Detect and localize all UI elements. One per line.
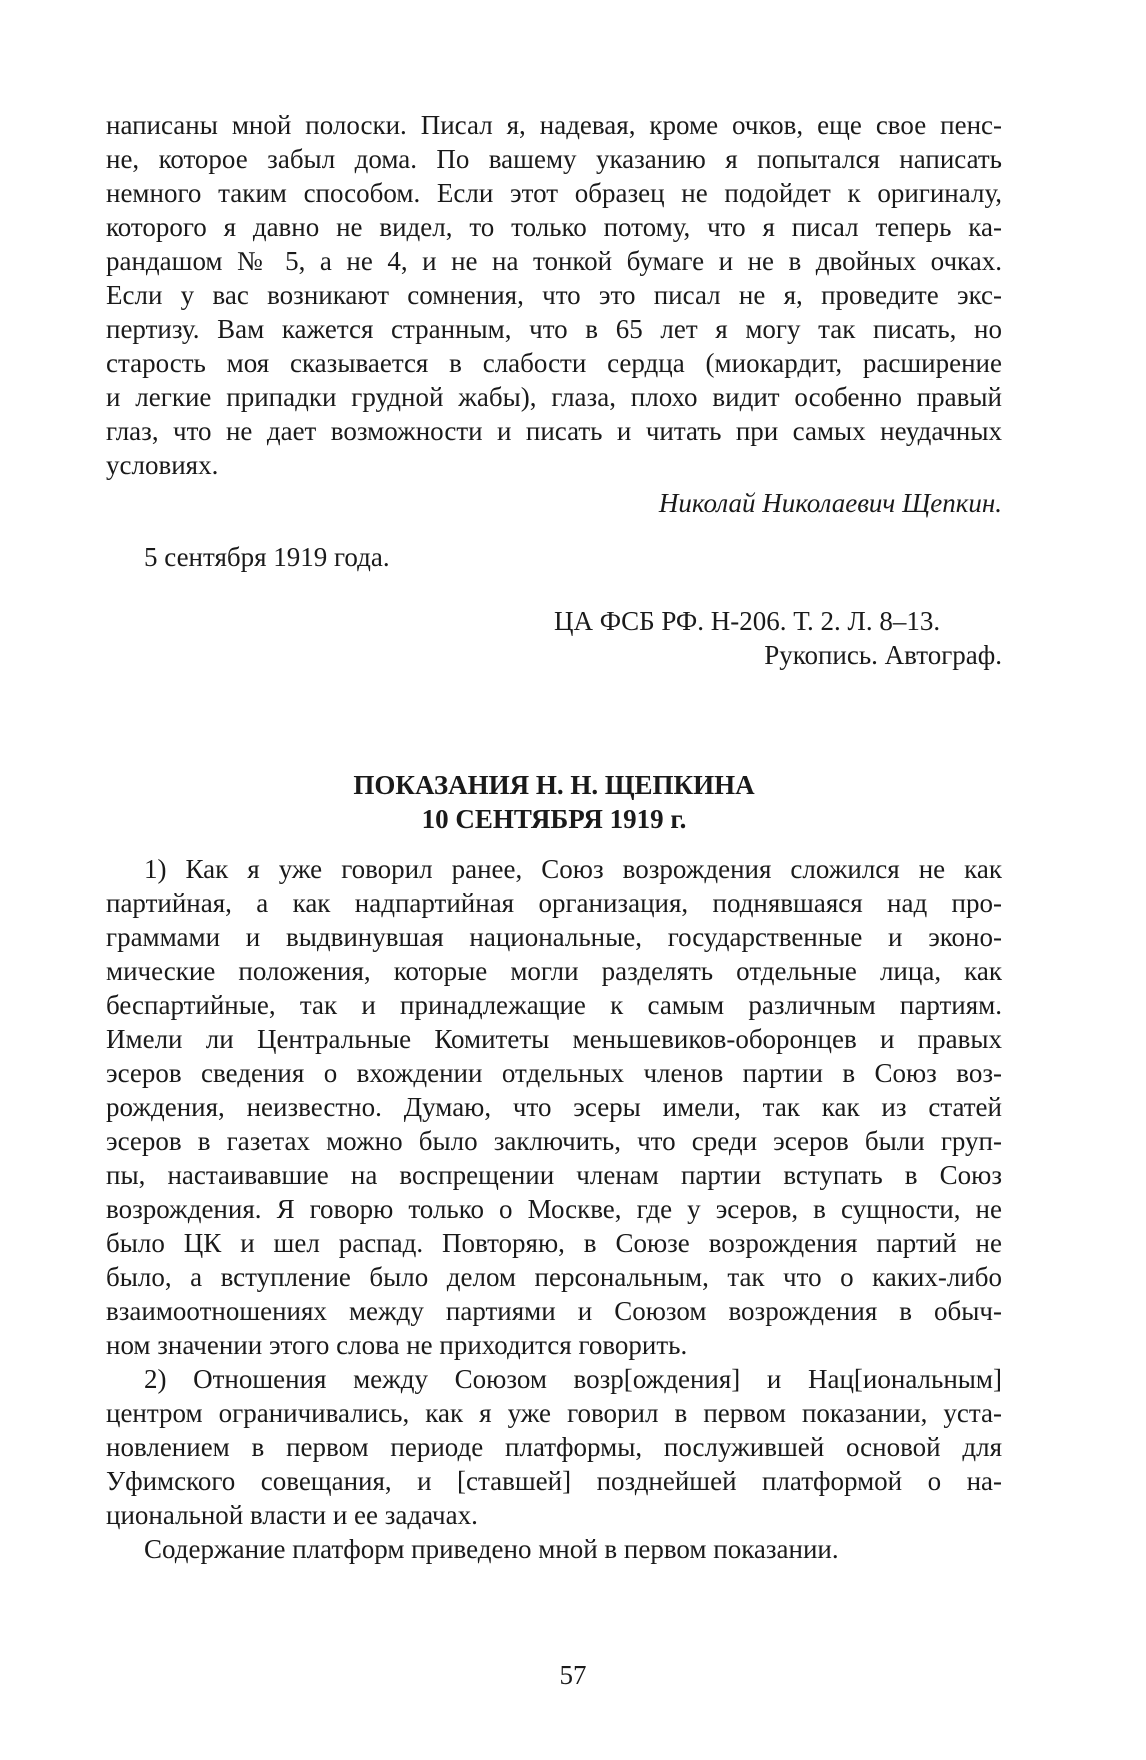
- text-line: эсеров сведения о вхождении отдельных членов партии в Союз воз-: [106, 1058, 1002, 1088]
- paragraph-2: [106, 1362, 1002, 1532]
- text-line: циональной власти и ее задачах.: [106, 1500, 478, 1530]
- paragraph-1: [106, 852, 1002, 1362]
- text-line: было ЦК и шел распад. Повторяю, в Союзе возрождения партий не: [106, 1228, 1002, 1258]
- text-line: не, которое забыл дома. По вашему указанию я попытался написать: [106, 144, 1002, 174]
- text-line: взаимоотношениях между партиями и Союзом возрождения в обыч-: [106, 1296, 1002, 1326]
- archive-citation: ЦА ФСБ РФ. Н-206. Т. 2. Л. 8–13.: [554, 606, 941, 636]
- text-line: Если у вас возникают сомнения, что это писал не я, проведите экс-: [106, 280, 1002, 310]
- text-line: немного таким способом. Если этот образец не подойдет к оригиналу,: [106, 178, 1002, 208]
- document-date: 5 сентября 1919 года.: [144, 542, 390, 572]
- heading-title: ПОКАЗАНИЯ Н. Н. ЩЕПКИНА: [353, 770, 755, 800]
- paragraph-3: [106, 1532, 1002, 1566]
- signature: Николай Николаевич Щепкин.: [658, 488, 1002, 518]
- text-line: 2) Отношения между Союзом возр[ождения] и Нац[иональным]: [144, 1364, 1002, 1394]
- text-line: Содержание платформ приведено мной в первом показании.: [144, 1534, 839, 1564]
- text-line: эсеров в газетах можно было заключить, что среди эсеров были груп-: [106, 1126, 1002, 1156]
- text-line: и легкие припадки грудной жабы), глаза, плохо видит особенно правый: [106, 382, 1002, 412]
- archive-reference: [106, 604, 1002, 672]
- text-line: рандашом № 5, а не 4, и не на тонкой бумаге и не в двойных очках.: [106, 246, 1002, 276]
- text-line: граммами и выдвинувшая национальные, государственные и эконо-: [106, 922, 1002, 952]
- text-line: условиях.: [106, 450, 219, 480]
- text-line: старость моя сказывается в слабости сердца (миокардит, расширение: [106, 348, 1002, 378]
- heading-date: 10 СЕНТЯБРЯ 1919 г.: [421, 804, 687, 834]
- text-line: Имели ли Центральные Комитеты меньшевиков-оборонцев и правых: [106, 1024, 1002, 1054]
- text-line: пы, настаивавшие на воспрещении членам партии вступать в Союз: [106, 1160, 1002, 1190]
- archive-note: Рукопись. Автограф.: [764, 640, 1002, 670]
- testimony-body: [106, 852, 1002, 1566]
- intro-paragraph: [106, 108, 1002, 482]
- text-line: беспартийные, так и принадлежащие к самым различным партиям.: [106, 990, 1002, 1020]
- text-line: Уфимского совещания, и [ставшей] позднейшей платформой о на-: [106, 1466, 1002, 1496]
- text-line: возрождения. Я говорю только о Москве, где у эсеров, в сущности, не: [106, 1194, 1002, 1224]
- text-line: глаз, что не дает возможности и писать и читать при самых неудачных: [106, 416, 1002, 446]
- text-line: новлением в первом периоде платформы, послужившей основой для: [106, 1432, 1002, 1462]
- text-line: ном значении этого слова не приходится говорить.: [106, 1330, 688, 1360]
- section-heading: [106, 768, 1002, 836]
- text-line: пертизу. Вам кажется странным, что в 65 лет я могу так писать, но: [106, 314, 1002, 344]
- text-line: центром ограничивались, как я уже говорил в первом показании, уста-: [106, 1398, 1002, 1428]
- text-line: было, а вступление было делом персональным, так что о каких-либо: [106, 1262, 1002, 1292]
- text-line: 1) Как я уже говорил ранее, Союз возрождения сложился не как: [144, 854, 1002, 884]
- text-line: написаны мной полоски. Писал я, надевая, кроме очков, еще свое пенс-: [106, 110, 1002, 140]
- text-line: мические положения, которые могли разделять отдельные лица, как: [106, 956, 1002, 986]
- text-line: рождения, неизвестно. Думаю, что эсеры имели, так как из статей: [106, 1092, 1002, 1122]
- text-line: которого я давно не видел, то только потому, что я писал теперь ка-: [106, 212, 1002, 242]
- page-number: 57: [559, 1660, 587, 1690]
- document-page: [106, 108, 1002, 1566]
- text-line: партийная, а как надпартийная организация, поднявшаяся над про-: [106, 888, 1002, 918]
